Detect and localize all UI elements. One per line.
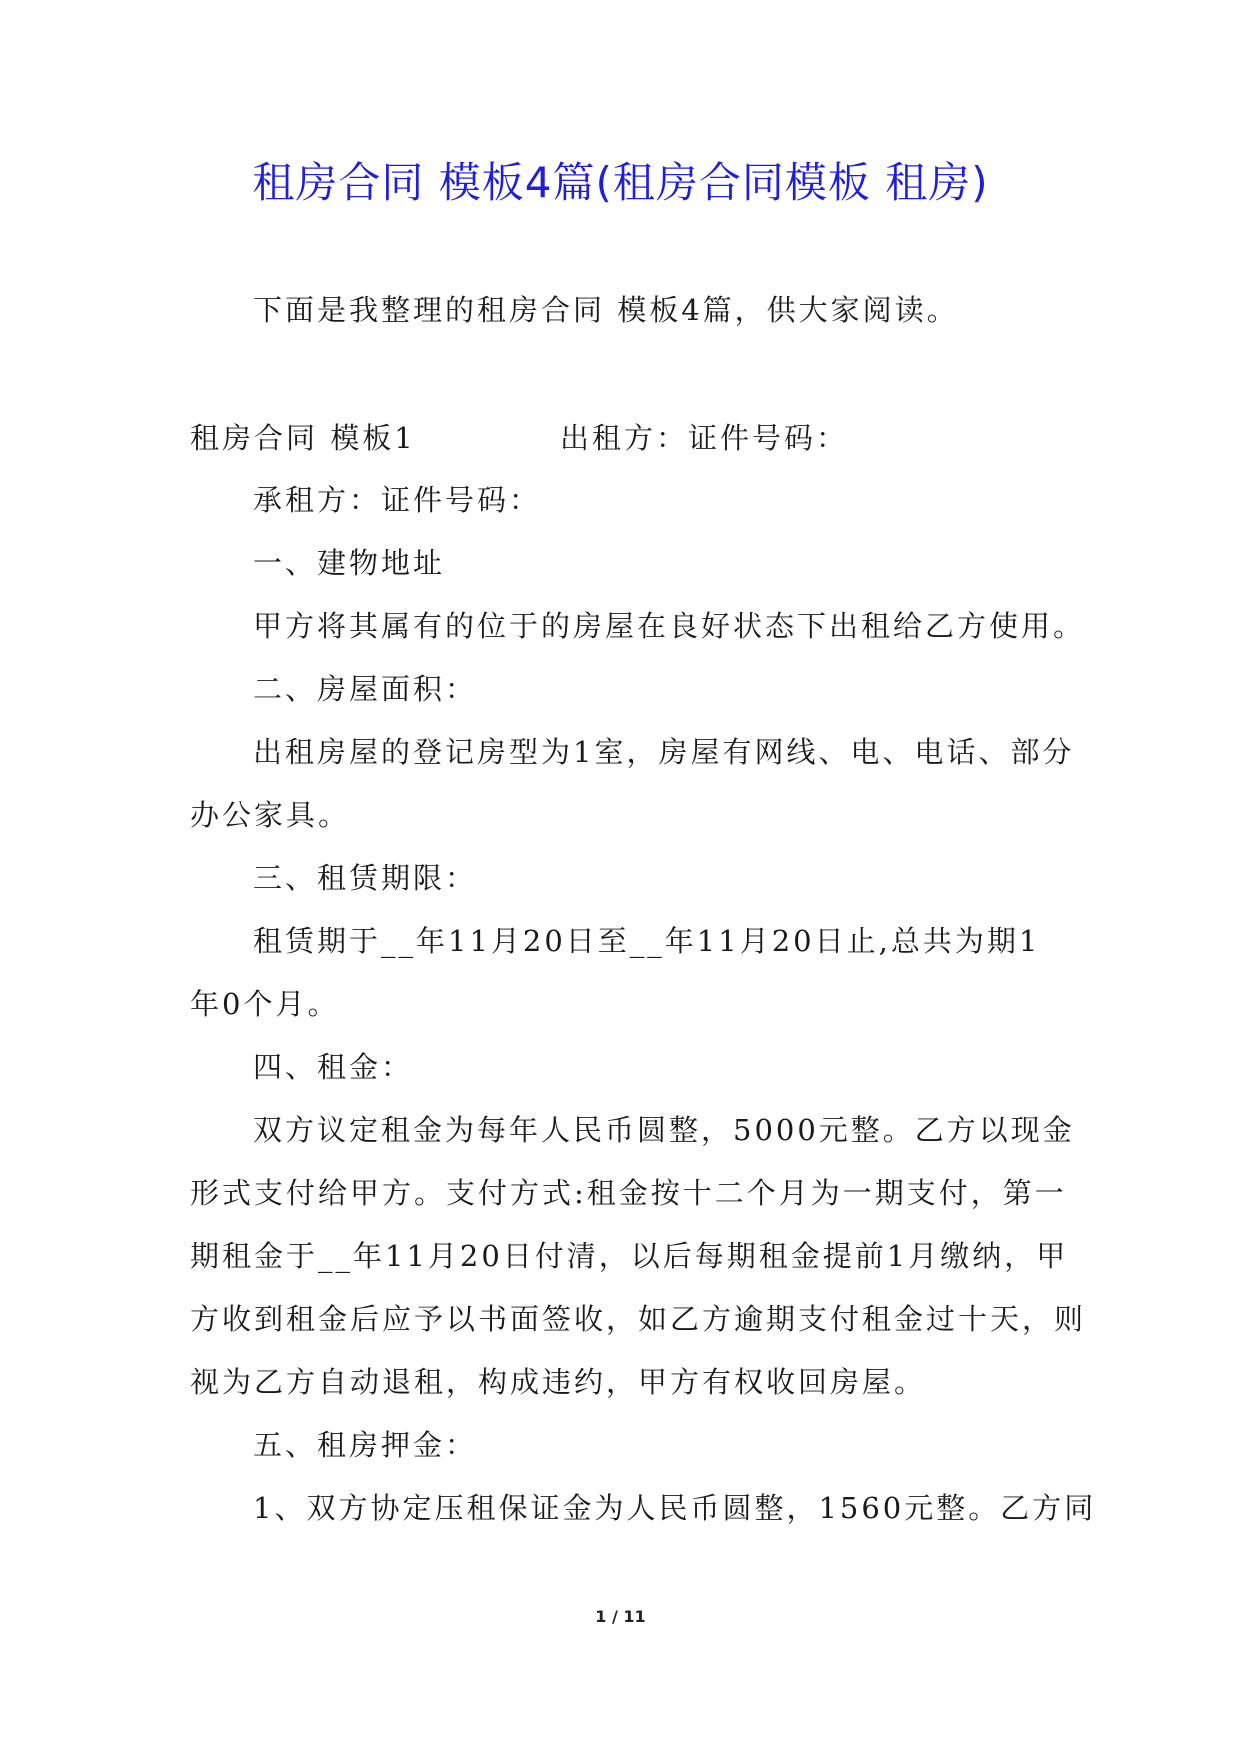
section-2-text-line: 办公家具。	[190, 798, 351, 832]
section-4-text-line: 双方议定租金为每年人民币圆整，5000元整。乙方以现金	[253, 1113, 1075, 1147]
section-5-text-line: 1、双方协定压租保证金为人民币圆整，1560元整。乙方同	[253, 1491, 1097, 1525]
section-3-text-line: 租赁期于__年11月20日至__年11月20日止,总共为期1	[253, 924, 1041, 958]
section-3-text-line: 年0个月。	[190, 987, 340, 1021]
lessor-line: 出租方：证件号码：	[560, 421, 849, 455]
section-4-text-line: 方收到租金后应予以书面签收，如乙方逾期支付租金过十天，则	[190, 1302, 1087, 1336]
section-4-text-line: 视为乙方自动退租，构成违约，甲方有权收回房屋。	[190, 1365, 927, 1399]
section-1-text: 甲方将其属有的位于的房屋在良好状态下出租给乙方使用。	[253, 609, 1086, 643]
template-label: 租房合同 模板1	[190, 421, 416, 455]
section-1-heading: 一、建物地址	[253, 546, 446, 580]
document-title: 租房合同 模板4篇(租房合同模板 租房)	[252, 158, 989, 207]
page-indicator: 1 / 11	[595, 1607, 646, 1626]
section-4-text-line: 期租金于__年11月20日付清，以后每期租金提前1月缴纳，甲	[190, 1239, 1069, 1273]
section-4-heading: 四、租金：	[253, 1050, 414, 1084]
section-4-text-line: 形式支付给甲方。支付方式:租金按十二个月为一期支付，第一	[190, 1176, 1067, 1210]
section-2-heading: 二、房屋面积：	[253, 672, 478, 706]
lessee-line: 承租方：证件号码：	[253, 483, 542, 517]
intro-paragraph: 下面是我整理的租房合同 模板4篇，供大家阅读。	[253, 293, 959, 327]
section-3-heading: 三、租赁期限：	[253, 861, 478, 895]
section-5-heading: 五、租房押金：	[253, 1428, 478, 1462]
section-2-text-line: 出租房屋的登记房型为1室，房屋有网线、电、电话、部分	[253, 735, 1075, 769]
